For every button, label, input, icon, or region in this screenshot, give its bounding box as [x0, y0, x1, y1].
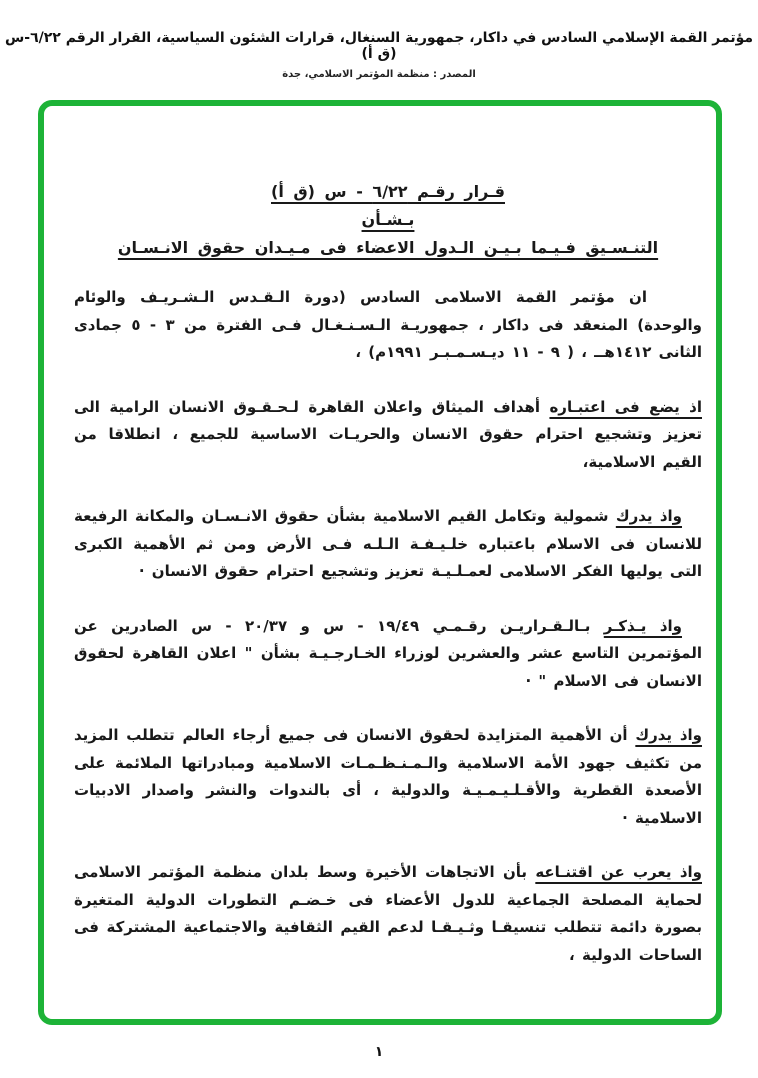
paragraph-recognizing-values [74, 503, 702, 586]
paragraph-preamble [74, 284, 702, 367]
paragraph-text: بـالـقـراريـن رقـمـي ١٩/٤٩ - س و ٢٠/٣٧ - س الصادرين عن المؤتمرين التاسع عشر والعشرين لوزراء الخـارجـيـة بشأن " اعلان القاهرة لحقوق الانسان فى الاسلام " · [74, 616, 702, 690]
paragraph-text: أهداف الميثاق واعلان القاهرة لـحـقـوق الانسان الرامية الى تعزيز وتشجيع احترام حقوق الانسان والحريـات الاساسية للجميع ، انطلاقا من القيم الاسلامية، [74, 397, 702, 471]
resolution-subject-label: بـشـأن [361, 210, 415, 229]
resolution-number: قـرار رقـم ٦/٢٢ - س (ق أ) [271, 182, 505, 201]
paragraph-aware-importance [74, 722, 702, 832]
document-source: المصدر : منظمة المؤتمر الاسلامي، جدة [282, 69, 476, 80]
paragraph-lead: واذ يـذكـر [603, 616, 682, 635]
paragraph-lead: واذ يعرب عن اقتنـاعه [535, 863, 702, 881]
document-citation: مؤتمر القمة الإسلامي السادس في داكار، جمهورية السنغال، قرارات الشئون السياسية، القرار الرقم ٦/٢٢-س (ق أ) [4, 30, 754, 62]
document-frame [38, 100, 722, 1025]
paragraph-lead: واذ يدرك [615, 507, 682, 525]
paragraph-text: شمولية وتكامل القيم الاسلامية بشأن حقوق الانـسـان والمكانة الرفيعة للانسان فى الاسلام باعتباره خلـيـفـة الـلـه فـى الأرض ومن ثم الأهمية الكبرى التى يوليها الفكر الاسلامى لعمـلـيـة تعزيز وتشجيع احترام حقوق الانسان · [74, 507, 702, 580]
paragraph-expressing-conviction [74, 859, 702, 969]
paragraph-text: ان مؤتمر القمة الاسلامى السادس (دورة الـقـدس الـشـريـف والوئام والوحدة) المنعقد فى داكار ، جمهوريـة الـسـنـغـال فـى الفترة من ٣ - ٥ جمادى الثانى ١٤١٢هــ ، ( ٩ - ١١ ديـسـمـبـر ١٩٩١م) ، [74, 288, 702, 361]
page-number: ١ [374, 1044, 384, 1060]
paragraph-lead: اذ يضع فى اعتبـاره [549, 397, 702, 416]
paragraph-text: أن الأهمية المتزايدة لحقوق الانسان فى جميع أرجاء العالم تتطلب المزيد من تكثيف جهود الأمة الاسلامية والـمـنـظـمـات الاسلامية ومبادراتها الملائمة على الأصعدة القطرية والأقـلـيـمـيـة والدولية ، أى بالندوات والنشر واصدار الادبيات الاسلامية · [74, 726, 702, 827]
resolution-subject: التنـسـيق فـيـما بـيـن الـدول الاعضاء فى مـيـدان حقوق الانـسـان [117, 238, 659, 257]
paragraph-text: بأن الاتجاهات الأخيرة وسط بلدان منظمة المؤتمر الاسلامى لحماية المصلحة الجماعية للدول الأعضاء فى خـضـم التطورات الدولية المتغيرة بصورة دائمة تتطلب تنسيقـا وثـيـقـا لدعم القيم الثقافية والاجتماعية المشتركة فى الساحات الدولية ، [74, 863, 702, 964]
paragraph-recalling-resolutions [74, 613, 702, 696]
paragraph-considering [74, 394, 702, 477]
resolution-title-block [74, 178, 702, 262]
page-header [0, 30, 758, 80]
paragraph-lead: واذ يدرك [635, 726, 702, 744]
